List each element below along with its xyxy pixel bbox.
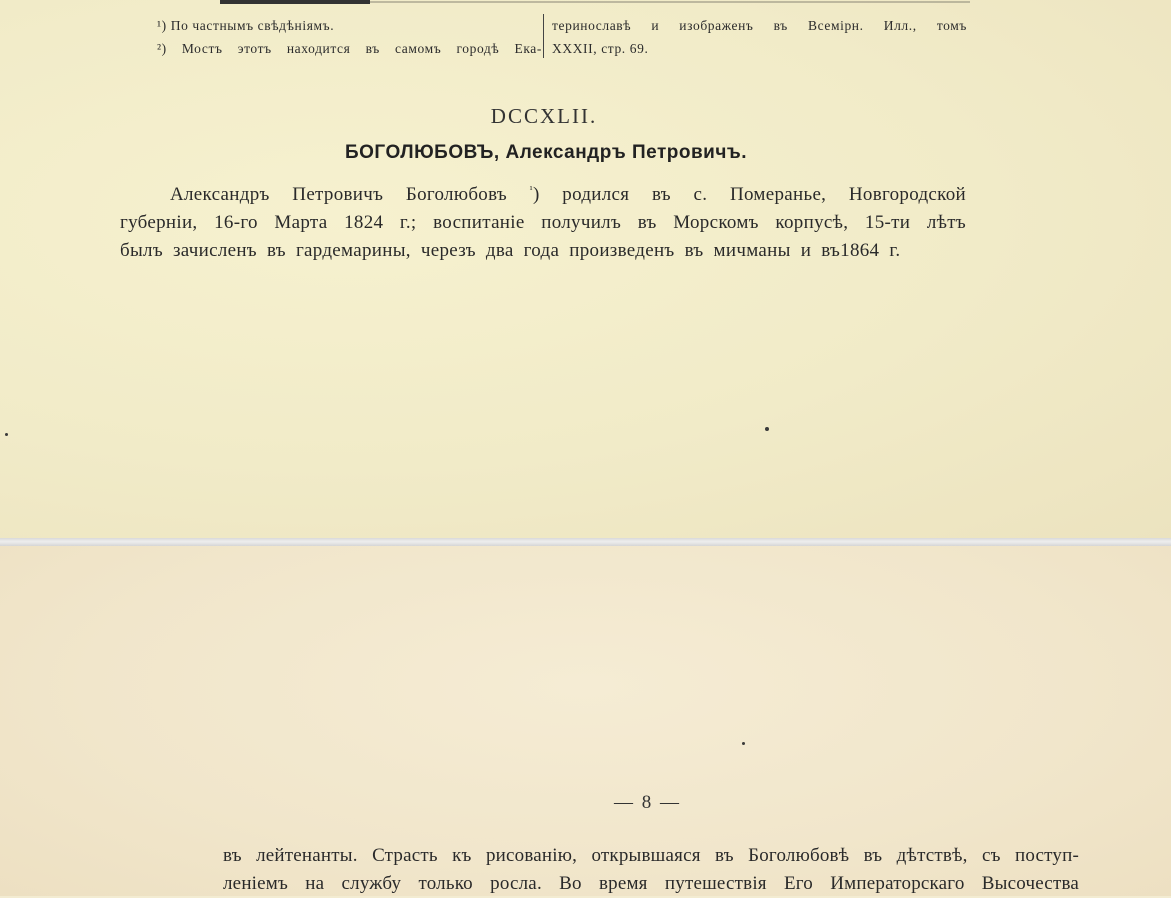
continued-body xyxy=(223,842,1079,898)
footnote-column-separator xyxy=(543,14,544,58)
article-heading: БОГОЛЮБОВЪ, Александръ Петровичъ. xyxy=(345,142,747,163)
footnote-ref-1: ¹ xyxy=(529,184,533,196)
footnotes-left-column xyxy=(157,14,542,60)
body-line-2: губерніи, 16-го Марта 1824 г.; воспитаніе получилъ въ Морскомъ корпусѣ, 15-ти лѣтъ xyxy=(120,212,966,233)
footnote-2-continued: теринославѣ и изображенъ въ Всемірн. Илл., томъ xyxy=(552,18,967,33)
footnotes-right-column xyxy=(552,14,967,60)
paper-speck xyxy=(742,742,745,745)
body-line-1 xyxy=(120,181,966,209)
paper-speck xyxy=(765,427,769,431)
page-divider xyxy=(0,538,1171,546)
page-number: — 8 — xyxy=(614,792,681,813)
footnote-2: ²) Мостъ этотъ находится въ самомъ городѣ Ека- xyxy=(157,41,542,56)
paper-speck xyxy=(5,433,8,436)
body-line-3: былъ зачисленъ въ гардемарины, черезъ два года произведенъ въ мичманы и въ1864 г. xyxy=(120,240,901,261)
article-number: DCCXLII. xyxy=(490,104,598,128)
body-line-1-text-a: Александръ Петровичъ Боголюбовъ xyxy=(170,184,508,205)
body-line-1-text-b: ) родился въ с. Померанье, Новгородской xyxy=(532,184,966,205)
footnote-1: ¹) По частнымъ свѣдѣніямъ. xyxy=(157,18,335,33)
footnote-2-end: XXXII, стр. 69. xyxy=(552,41,649,56)
continued-line-2: леніемъ на службу только росла. Во время путешествія Его Императорскаго Высочества xyxy=(223,873,1079,894)
article-body xyxy=(120,181,966,265)
continued-line-1: въ лейтенанты. Страсть къ рисованію, открывшаяся въ Боголюбовѣ въ дѣтствѣ, съ поступ- xyxy=(223,845,1079,866)
cut-off-text-strip xyxy=(160,0,970,4)
